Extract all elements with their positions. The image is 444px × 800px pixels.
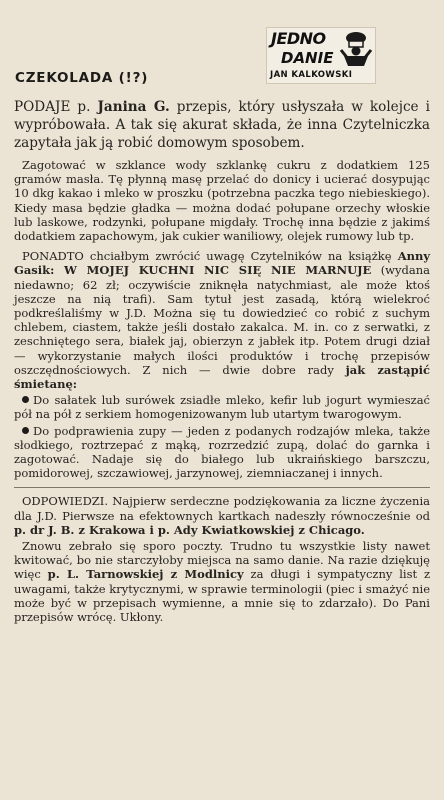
tip-text: Do sałatek lub surówek zsiadłe mleko, kefir lub jogurt wymieszać pół na pół z serkiem homogenizowanym lub utartym twarogowym.: [14, 393, 430, 422]
bullet-icon: [22, 427, 29, 434]
book-author-title: Anny Gasik: W MOJEJ KUCHNI NIC SIĘ NIE MARNUJE: [14, 249, 431, 278]
closing-name: p. L. Tarnowskiej z Modlnicy: [47, 567, 244, 582]
logo-line-2: DANIE: [281, 49, 334, 67]
closing-paragraph: [14, 539, 430, 624]
book-tail: jak zastąpić śmietanę:: [14, 362, 430, 392]
section-divider: [14, 487, 430, 488]
tip-item: [14, 393, 430, 421]
closing-lead: Znowu zebrało się sporo poczty. Trudno tu wszystkie listy nawet kwitować, bo nie starczyłoby miejsca na samo danie. Na razie dziękuję więc: [14, 539, 430, 582]
intro-paragraph: [14, 98, 430, 152]
closing-rest: za długi i sympatyczny list z uwagami, także krytycznymi, w sprawie terminologii (piec i smażyć nie może być w przepisach wymienne, a mnie się to zdarzało). Do Pani przepisów wrócę. Ukłony.: [14, 567, 431, 625]
book-paragraph: [14, 249, 430, 391]
intro-name: Janina G.: [97, 99, 170, 115]
answers-names: p. dr J. B. z Krakowa i p. Ady Kwiatkowskiej z Chicago.: [14, 522, 365, 537]
recipe-paragraph: Zagotować w szklance wody szklankę cukru z dodatkiem 125 gramów masła. Tę płynną masę przelać do donicy i ucierać dosypując 10 dkg kakao i mleko w proszku (potrzebna paczka tego niebieskiego). Kiedy masa będzie gładka — można dodać połupane orzechy włoskie lub laskowe, rodzynki, połupane migdały. Trochę inna będzie z jakimś dodatkiem zapachowym, jak cukier waniliowy, olejek rumowy lub tp.: [14, 158, 430, 244]
book-rest: (wydana niedawno; 62 zł; oczywiście zniknęła natychmiast, ale może ktoś jeszcze na nią trafi). Sam tytuł jest zasadą, którą wielekroć podkreślaliśmy w J.D. Można się tu dowiedzieć co robić z suchym chlebem, ciastem, także jeśli dostało zakalca. M. in. co z serwatki, z zeschniętego sera, białek jaj, obierzyn z jabłek itp. Potem drugi dział — wykorzystanie małych ilości produktów i trochę przepisów oszczędnościowych. Z nich — dwie dobre rady: [14, 263, 430, 377]
column-logo: [266, 27, 376, 84]
bullet-icon: [22, 396, 29, 403]
tip-text: Do podprawienia zupy — jeden z podanych rodzajów mleka, także słodkiego, roztrzepać z mąką, rozrzedzić zupą, dolać do garnka i zagotować. Nadaje się do białego lub ukraińskiego barszczu, pomidorowej, szczawiowej, jarzynowej, ziemniaczanej i innych.: [14, 423, 430, 481]
article-title: CZEKOLADA (!?): [15, 70, 149, 86]
chef-illustration-icon: [339, 30, 373, 68]
intro-rest: przepis, który usłyszała w kolejce i wypróbowała. A tak się akurat składa, że inna Czytelniczka zapytała jak ją robić domowym sposobem.: [14, 99, 430, 151]
intro-lead: PODAJE p.: [14, 99, 91, 115]
tip-item: [14, 424, 430, 481]
article-body: [14, 98, 430, 626]
answers-lead: ODPOWIEDZI. Najpierw serdeczne podziękowania za liczne życzenia dla J.D. Pierwsze na efektownych kartkach nadeszły równocześnie od: [14, 494, 430, 523]
book-lead: PONADTO chciałbym zwrócić uwagę Czytelników na książkę: [22, 249, 392, 264]
answers-paragraph: [14, 494, 430, 537]
logo-line-1: JEDNO: [271, 29, 326, 48]
logo-author: JAN KALKOWSKI: [270, 70, 353, 80]
